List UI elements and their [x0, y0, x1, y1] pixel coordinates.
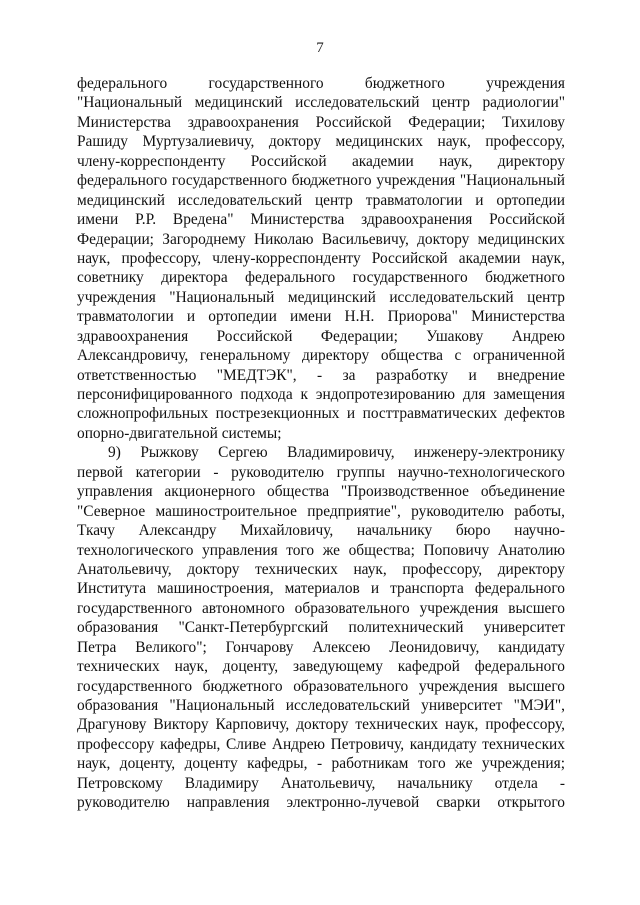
text-line: федерального государственного бюджетного учреждения "Национальный	[77, 172, 565, 190]
document-body	[77, 74, 565, 813]
text-line: Министерства здравоохранения Российской Федерации; Тихилову	[77, 113, 565, 131]
text-line: образования "Национальный исследовательский университет "МЭИ",	[77, 697, 565, 714]
text-line: государственного бюджетного образовательного учреждения высшего	[77, 677, 565, 695]
text-line: здравоохранения Российской Федерации; Ушакову Андрею	[77, 327, 565, 345]
text-line: опорно-двигательной системы;	[77, 424, 282, 442]
text-line: 9) Рыжкову Сергею Владимировичу, инженеру-электронику	[108, 444, 565, 462]
text-line: "Северное машиностроительное предприятие", руководителю работы,	[77, 502, 565, 520]
text-line: учреждения "Национальный медицинский исследовательский центр	[77, 288, 565, 306]
text-line: профессору кафедры, Сливе Андрею Петровичу, кандидату технических	[77, 735, 565, 753]
text-line: технических наук, доценту, заведующему кафедрой федерального	[77, 658, 565, 676]
text-line: Петра Великого"; Гончарову Алексею Леонидовичу, кандидату	[77, 638, 565, 656]
text-line: государственного автономного образовательного учреждения высшего	[77, 599, 565, 617]
text-line: Института машиностроения, материалов и транспорта федерального	[77, 580, 565, 598]
text-line: Анатольевичу, доктору технических наук, профессору, директору	[77, 560, 565, 578]
text-line: Драгунову Виктору Карповичу, доктору технических наук, профессору,	[77, 716, 565, 734]
paragraph	[77, 74, 565, 443]
text-line: Федерации; Загороднему Николаю Васильевичу, доктору медицинских	[77, 230, 565, 248]
text-line: ответственностью "МЕДТЭК", - за разработку и внедрение	[77, 366, 565, 384]
text-line: медицинский исследовательский центр травматологии и ортопедии	[77, 191, 565, 209]
text-line: управления акционерного общества "Производственное объединение	[77, 483, 565, 501]
text-line: Александровичу, генеральному директору общества с ограниченной	[77, 347, 565, 365]
text-line: Петровскому Владимиру Анатольевичу, начальнику отдела -	[77, 774, 565, 792]
paragraph	[77, 443, 565, 812]
text-line: первой категории - руководителю группы научно-технологического	[77, 463, 565, 481]
text-line: травматологии и ортопедии имени Н.Н. Приорова" Министерства	[77, 308, 565, 326]
text-line: образования "Санкт-Петербургский политехнический университет	[77, 619, 565, 637]
text-line: персонифицированного подхода к эндопротезированию для замещения	[77, 386, 565, 403]
text-line: наук, доценту, доценту кафедры, - работникам того же учреждения;	[77, 755, 565, 773]
text-line: федерального государственного бюджетного учреждения	[77, 75, 565, 92]
text-line: члену-корреспонденту Российской академии наук, директору	[77, 152, 565, 170]
text-line: "Национальный медицинский исследовательский центр радиологии"	[77, 94, 565, 112]
text-line: имени Р.Р. Вредена" Министерства здравоохранения Российской	[77, 211, 565, 229]
text-line: Ткачу Александру Михайловичу, начальнику бюро научно-	[77, 522, 565, 540]
text-line: наук, профессору, члену-корреспонденту Российской академии наук,	[77, 249, 565, 267]
text-line: Рашиду Муртузалиевичу, доктору медицинских наук, профессору,	[77, 133, 565, 151]
page-number: 7	[316, 40, 324, 56]
text-line: руководителю направления электронно-лучевой сварки открытого	[77, 794, 565, 812]
text-line: сложнопрофильных пострезекционных и посттравматических дефектов	[77, 405, 565, 423]
text-line: советнику директора федерального государственного бюджетного	[77, 269, 565, 287]
text-line: технологического управления того же общества; Поповичу Анатолию	[77, 541, 565, 559]
